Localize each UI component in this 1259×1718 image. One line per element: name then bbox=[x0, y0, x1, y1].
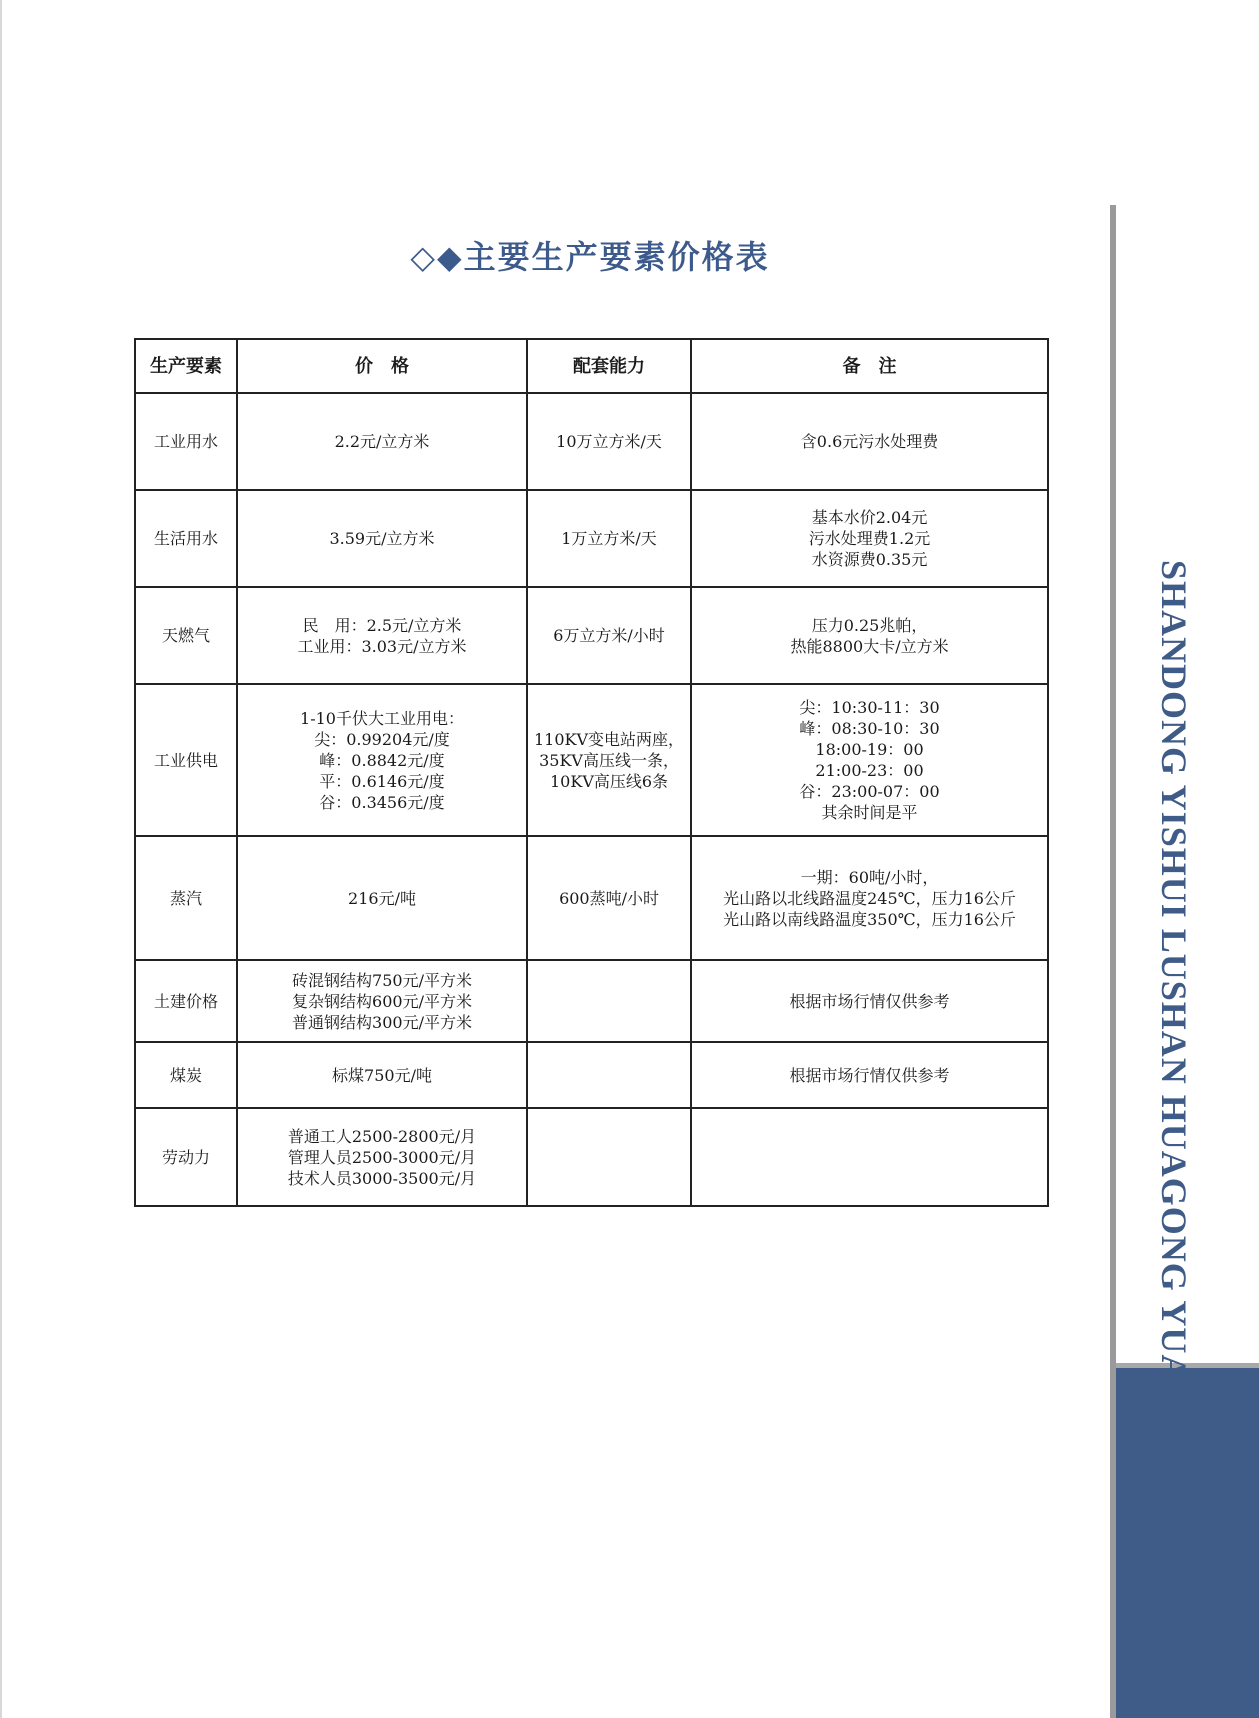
cell-price bbox=[237, 684, 527, 836]
capacity-line: 600蒸吨/小时 bbox=[559, 888, 659, 908]
note-line: 其余时间是平 bbox=[821, 803, 918, 822]
cell-price bbox=[237, 1042, 527, 1108]
price-line: 2.2元/立方米 bbox=[334, 432, 430, 451]
note-line: 根据市场行情仅供参考 bbox=[789, 991, 950, 1011]
page-title-text: 主要生产要素价格表 bbox=[463, 238, 770, 276]
note-line: 18:00-19：00 bbox=[815, 740, 924, 759]
cell-factor: 天燃气 bbox=[135, 587, 237, 684]
header-note: 备 注 bbox=[691, 339, 1048, 393]
price-line: 技术人员3000-3500元/月 bbox=[287, 1168, 477, 1188]
cell-note bbox=[691, 1042, 1048, 1108]
price-line: 砖混钢结构750元/平方米 bbox=[292, 970, 472, 990]
cell-factor: 工业供电 bbox=[135, 684, 237, 836]
capacity-line: 35KV高压线一条， bbox=[539, 750, 679, 770]
cell-note bbox=[691, 490, 1048, 587]
note-line: 热能8800大卡/立方米 bbox=[790, 636, 949, 656]
cell-note bbox=[691, 836, 1048, 960]
table-row bbox=[135, 393, 1048, 490]
note-line: 光山路以北线路温度245℃，压力16公斤 bbox=[723, 888, 1016, 908]
price-line: 民 用：2.5元/立方米 bbox=[302, 615, 462, 635]
note-line: 基本水价2.04元 bbox=[811, 508, 928, 527]
header-factor: 生产要素 bbox=[135, 339, 237, 393]
price-table bbox=[134, 338, 1049, 1207]
cell-price bbox=[237, 393, 527, 490]
cell-note bbox=[691, 1108, 1048, 1206]
table-row bbox=[135, 836, 1048, 960]
price-line: 谷：0.3456元/度 bbox=[319, 792, 445, 812]
price-line: 普通钢结构300元/平方米 bbox=[292, 1012, 472, 1032]
table-row bbox=[135, 1042, 1048, 1108]
cell-note bbox=[691, 960, 1048, 1042]
price-line: 平：0.6146元/度 bbox=[319, 771, 445, 791]
cell-capacity bbox=[527, 1042, 691, 1108]
header-capacity: 配套能力 bbox=[527, 339, 691, 393]
note-line: 根据市场行情仅供参考 bbox=[789, 1065, 950, 1085]
cell-price bbox=[237, 490, 527, 587]
note-line: 尖：10:30-11：30 bbox=[799, 698, 940, 717]
capacity-line: 10万立方米/天 bbox=[556, 432, 662, 451]
table-row bbox=[135, 490, 1048, 587]
cell-capacity bbox=[527, 1108, 691, 1206]
cell-capacity bbox=[527, 393, 691, 490]
note-line: 21:00-23：00 bbox=[815, 761, 924, 780]
note-line: 一期：60吨/小时， bbox=[800, 867, 939, 887]
table-body bbox=[135, 393, 1048, 1206]
cell-factor: 蒸汽 bbox=[135, 836, 237, 960]
price-line: 标煤750元/吨 bbox=[332, 1065, 432, 1085]
cell-factor: 煤炭 bbox=[135, 1042, 237, 1108]
page-title bbox=[0, 232, 1180, 278]
price-line: 普通工人2500-2800元/月 bbox=[287, 1126, 477, 1146]
price-line: 管理人员2500-3000元/月 bbox=[287, 1147, 477, 1167]
price-line: 1-10千伏大工业用电： bbox=[300, 708, 464, 728]
price-line: 复杂钢结构600元/平方米 bbox=[292, 991, 472, 1011]
table-header-row bbox=[135, 339, 1048, 393]
cell-price bbox=[237, 960, 527, 1042]
table-row bbox=[135, 587, 1048, 684]
capacity-line: 1万立方米/天 bbox=[561, 529, 657, 548]
note-line: 谷：23:00-07：00 bbox=[799, 782, 940, 801]
note-line: 压力0.25兆帕， bbox=[811, 615, 928, 635]
cell-note bbox=[691, 684, 1048, 836]
cell-factor: 生活用水 bbox=[135, 490, 237, 587]
cell-capacity bbox=[527, 684, 691, 836]
note-line: 污水处理费1.2元 bbox=[808, 529, 931, 548]
diamond-outline-icon: ◇ bbox=[410, 238, 437, 276]
cell-price bbox=[237, 1108, 527, 1206]
note-line: 水资源费0.35元 bbox=[811, 550, 928, 569]
cell-capacity bbox=[527, 836, 691, 960]
note-line: 光山路以南线路温度350℃，压力16公斤 bbox=[723, 909, 1016, 929]
cell-factor: 劳动力 bbox=[135, 1108, 237, 1206]
price-line: 尖：0.99204元/度 bbox=[314, 729, 450, 749]
capacity-line: 10KV高压线6条 bbox=[550, 771, 669, 791]
diamond-filled-icon: ◆ bbox=[436, 238, 464, 276]
cell-note bbox=[691, 393, 1048, 490]
capacity-line: 6万立方米/小时 bbox=[553, 626, 665, 645]
price-line: 工业用：3.03元/立方米 bbox=[297, 636, 467, 656]
capacity-line: 110KV变电站两座， bbox=[534, 729, 685, 749]
cell-capacity bbox=[527, 490, 691, 587]
price-line: 峰：0.8842元/度 bbox=[319, 750, 445, 770]
cell-price bbox=[237, 836, 527, 960]
cell-factor: 土建价格 bbox=[135, 960, 237, 1042]
price-line: 3.59元/立方米 bbox=[329, 529, 435, 548]
header-price: 价 格 bbox=[237, 339, 527, 393]
cell-note bbox=[691, 587, 1048, 684]
table-row bbox=[135, 1108, 1048, 1206]
price-line: 216元/吨 bbox=[348, 888, 416, 908]
cell-capacity bbox=[527, 960, 691, 1042]
cell-factor: 工业用水 bbox=[135, 393, 237, 490]
note-line: 峰：08:30-10：30 bbox=[799, 719, 940, 738]
cell-price bbox=[237, 587, 527, 684]
cell-capacity bbox=[527, 587, 691, 684]
note-line: 含0.6元污水处理费 bbox=[800, 432, 939, 451]
table-row bbox=[135, 960, 1048, 1042]
table-row bbox=[135, 684, 1048, 836]
side-vertical-text: SHANDONG YISHUI LUSHAN HUAGONG YUANQU bbox=[1154, 560, 1194, 1465]
